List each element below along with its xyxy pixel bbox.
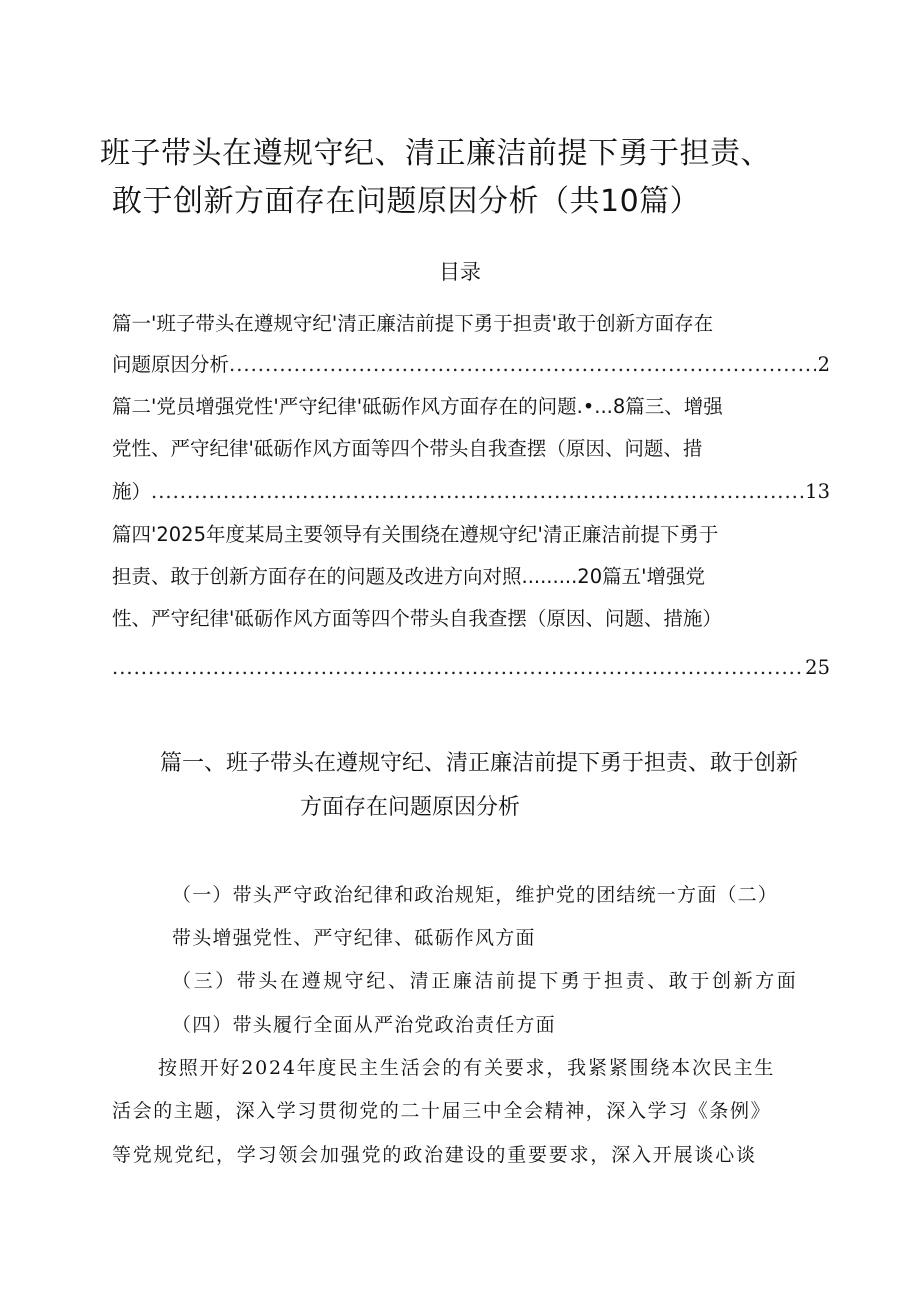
document-title-line-2: 敢于创新方面存在问题原因分析（共10篇）: [112, 184, 701, 219]
toc-entry-text: 问题原因分析: [112, 353, 230, 376]
toc-page-number: 25: [805, 656, 830, 679]
toc-entry-5-line-1[interactable]: 性、严守纪律'砥砺作风方面等四个带头自我查摆（原因、问题、措施）: [112, 607, 722, 630]
toc-entry-3-line-1[interactable]: 党性、严守纪律'砥砺作风方面等四个带头自我查摆（原因、问题、措: [112, 437, 703, 460]
toc-dot-leader: [151, 477, 803, 507]
toc-entry-4-line-2[interactable]: 担责、敢于创新方面存在的问题及改进方向对照.........20篇五'增强党: [112, 565, 705, 588]
section-1-title-line-2: 方面存在问题原因分析: [300, 795, 521, 820]
toc-entry-1-line-2[interactable]: [112, 350, 830, 380]
body-paragraph-line: （一）带头严守政治纪律和政治规矩，维护党的团结统一方面（二）: [172, 884, 779, 906]
toc-dot-leader: [229, 350, 816, 380]
body-paragraph-line: 带头增强党性、严守纪律、砥砺作风方面: [172, 927, 536, 949]
body-paragraph-line: 按照开好2024年度民主生活会的有关要求，我紧紧围绕本次民主生: [158, 1057, 776, 1079]
toc-entry-5-line-2[interactable]: [112, 653, 830, 683]
toc-entry-2-line-1[interactable]: 篇二'党员增强党性'严守纪律'砥砺作风方面存在的问题.•...8篇三、增强: [112, 395, 723, 418]
toc-entry-text: 施）: [112, 480, 152, 503]
body-paragraph-line: 等党规党纪，学习领会加强党的政治建设的重要要求，深入开展谈心谈: [112, 1144, 757, 1166]
document-title-line-1: 班子带头在遵规守纪、清正廉洁前提下勇于担责、: [100, 136, 771, 171]
toc-entry-4-line-1[interactable]: 篇四'2025年度某局主要领导有关围绕在遵规守纪'清正廉洁前提下勇于: [112, 523, 719, 546]
toc-entry-3-line-2[interactable]: [112, 477, 830, 507]
toc-page-number: 13: [805, 480, 830, 503]
toc-page-number: 2: [817, 353, 830, 376]
body-paragraph-line: 活会的主题，深入学习贯彻党的二十届三中全会精神，深入学习《条例》: [112, 1100, 772, 1122]
section-1-title-line-1: 篇一、班子带头在遵规守纪、清正廉洁前提下勇于担责、敢于创新: [160, 751, 799, 776]
body-paragraph-line: （三）带头在遵规守纪、清正廉洁前提下勇于担责、敢于创新方面: [172, 970, 799, 992]
toc-heading: 目录: [439, 260, 481, 284]
toc-dot-leader: [112, 653, 803, 683]
toc-entry-1-line-1[interactable]: 篇一'班子带头在遵规守纪'清正廉洁前提下勇于担责'敢于创新方面存在: [112, 312, 714, 335]
body-paragraph-line: （四）带头履行全面从严治党政治责任方面: [172, 1014, 556, 1036]
